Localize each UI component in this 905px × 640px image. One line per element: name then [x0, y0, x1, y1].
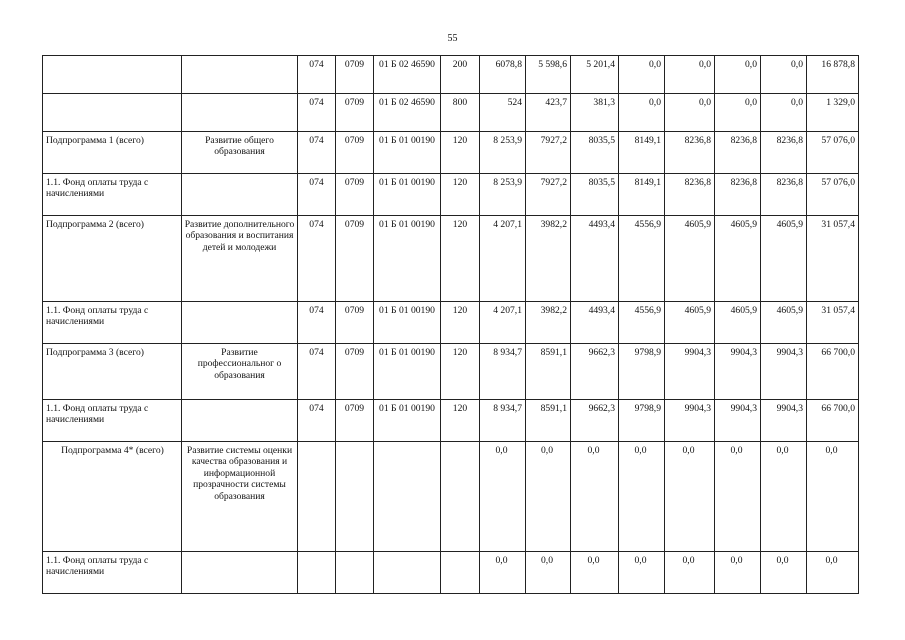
year-value-cell: 8591,1 — [526, 400, 571, 442]
total-value-cell: 66 700,0 — [807, 344, 859, 400]
year-value-cell: 0,0 — [665, 552, 715, 594]
row-description-cell — [182, 552, 298, 594]
total-value-cell: 57 076,0 — [807, 174, 859, 216]
year-value-cell: 0,0 — [761, 552, 807, 594]
year-value-cell: 0,0 — [761, 94, 807, 132]
year-value-cell: 8236,8 — [665, 132, 715, 174]
rzpr-code-cell: 0709 — [336, 56, 374, 94]
year-value-cell: 9798,9 — [619, 400, 665, 442]
row-name-cell — [43, 56, 182, 94]
total-value-cell: 16 878,8 — [807, 56, 859, 94]
grbs-code-cell: 074 — [298, 400, 336, 442]
table-row — [43, 174, 859, 216]
row-name-cell: 1.1. Фонд оплаты труда с начислениями — [43, 174, 182, 216]
year-value-cell: 0,0 — [761, 442, 807, 552]
year-value-cell: 0,0 — [619, 552, 665, 594]
year-value-cell: 4605,9 — [715, 302, 761, 344]
year-value-cell: 524 — [480, 94, 526, 132]
year-value-cell: 4493,4 — [571, 216, 619, 302]
year-value-cell: 9904,3 — [665, 400, 715, 442]
rzpr-code-cell: 0709 — [336, 132, 374, 174]
row-name-cell: 1.1. Фонд оплаты труда с начислениями — [43, 552, 182, 594]
table-row — [43, 552, 859, 594]
year-value-cell: 8035,5 — [571, 132, 619, 174]
year-value-cell: 5 598,6 — [526, 56, 571, 94]
vr-code-cell: 120 — [441, 132, 480, 174]
year-value-cell: 8 253,9 — [480, 132, 526, 174]
year-value-cell: 0,0 — [526, 552, 571, 594]
row-name-cell: 1.1. Фонд оплаты труда с начислениями — [43, 400, 182, 442]
vr-code-cell: 120 — [441, 344, 480, 400]
grbs-code-cell: 074 — [298, 344, 336, 400]
year-value-cell: 0,0 — [715, 552, 761, 594]
grbs-code-cell — [298, 442, 336, 552]
rzpr-code-cell: 0709 — [336, 174, 374, 216]
year-value-cell: 4493,4 — [571, 302, 619, 344]
table-body — [43, 56, 859, 594]
total-value-cell: 57 076,0 — [807, 132, 859, 174]
year-value-cell: 0,0 — [715, 442, 761, 552]
year-value-cell: 9904,3 — [665, 344, 715, 400]
row-description-cell — [182, 302, 298, 344]
vr-code-cell: 120 — [441, 216, 480, 302]
year-value-cell: 0,0 — [480, 552, 526, 594]
table-row — [43, 56, 859, 94]
year-value-cell: 4605,9 — [761, 216, 807, 302]
year-value-cell: 9798,9 — [619, 344, 665, 400]
year-value-cell: 8591,1 — [526, 344, 571, 400]
grbs-code-cell: 074 — [298, 216, 336, 302]
year-value-cell: 3982,2 — [526, 216, 571, 302]
year-value-cell: 8236,8 — [761, 174, 807, 216]
table-row — [43, 400, 859, 442]
csr-code-cell: 01 Б 01 00190 — [374, 400, 441, 442]
rzpr-code-cell — [336, 552, 374, 594]
csr-code-cell: 01 Б 01 00190 — [374, 132, 441, 174]
rzpr-code-cell: 0709 — [336, 94, 374, 132]
year-value-cell: 0,0 — [526, 442, 571, 552]
vr-code-cell: 800 — [441, 94, 480, 132]
year-value-cell: 5 201,4 — [571, 56, 619, 94]
vr-code-cell — [441, 552, 480, 594]
year-value-cell: 4 207,1 — [480, 216, 526, 302]
row-description-cell: Развитие системы оценки качества образования и информационной прозрачности системы образования — [182, 442, 298, 552]
year-value-cell: 0,0 — [665, 442, 715, 552]
year-value-cell: 9662,3 — [571, 400, 619, 442]
year-value-cell: 4 207,1 — [480, 302, 526, 344]
total-value-cell: 0,0 — [807, 442, 859, 552]
csr-code-cell: 01 Б 01 00190 — [374, 216, 441, 302]
total-value-cell: 31 057,4 — [807, 302, 859, 344]
year-value-cell: 0,0 — [715, 56, 761, 94]
year-value-cell: 4556,9 — [619, 216, 665, 302]
year-value-cell: 4605,9 — [665, 302, 715, 344]
year-value-cell: 0,0 — [571, 552, 619, 594]
year-value-cell: 4605,9 — [761, 302, 807, 344]
row-name-cell: Подпрограмма 4* (всего) — [43, 442, 182, 552]
row-description-cell: Развитие профессиональног о образования — [182, 344, 298, 400]
table-row — [43, 94, 859, 132]
csr-code-cell: 01 Б 01 00190 — [374, 344, 441, 400]
csr-code-cell: 01 Б 01 00190 — [374, 174, 441, 216]
year-value-cell: 0,0 — [665, 94, 715, 132]
year-value-cell: 9662,3 — [571, 344, 619, 400]
vr-code-cell: 120 — [441, 174, 480, 216]
year-value-cell: 0,0 — [665, 56, 715, 94]
row-description-cell — [182, 94, 298, 132]
row-name-cell: 1.1. Фонд оплаты труда с начислениями — [43, 302, 182, 344]
row-description-cell: Развитие дополнительного образования и воспитания детей и молодежи — [182, 216, 298, 302]
year-value-cell: 423,7 — [526, 94, 571, 132]
year-value-cell: 0,0 — [480, 442, 526, 552]
year-value-cell: 4605,9 — [665, 216, 715, 302]
csr-code-cell — [374, 552, 441, 594]
row-description-cell — [182, 400, 298, 442]
year-value-cell: 3982,2 — [526, 302, 571, 344]
vr-code-cell: 120 — [441, 400, 480, 442]
year-value-cell: 8035,5 — [571, 174, 619, 216]
grbs-code-cell: 074 — [298, 56, 336, 94]
year-value-cell: 9904,3 — [761, 400, 807, 442]
total-value-cell: 1 329,0 — [807, 94, 859, 132]
row-name-cell: Подпрограмма 2 (всего) — [43, 216, 182, 302]
year-value-cell: 7927,2 — [526, 174, 571, 216]
rzpr-code-cell: 0709 — [336, 302, 374, 344]
year-value-cell: 7927,2 — [526, 132, 571, 174]
year-value-cell: 4605,9 — [715, 216, 761, 302]
csr-code-cell: 01 Б 01 00190 — [374, 302, 441, 344]
year-value-cell: 8149,1 — [619, 132, 665, 174]
rzpr-code-cell: 0709 — [336, 216, 374, 302]
rzpr-code-cell: 0709 — [336, 344, 374, 400]
grbs-code-cell: 074 — [298, 94, 336, 132]
year-value-cell: 8 253,9 — [480, 174, 526, 216]
vr-code-cell: 200 — [441, 56, 480, 94]
year-value-cell: 0,0 — [715, 94, 761, 132]
year-value-cell: 8 934,7 — [480, 400, 526, 442]
budget-table — [42, 55, 859, 594]
row-description-cell — [182, 174, 298, 216]
year-value-cell: 0,0 — [571, 442, 619, 552]
csr-code-cell: 01 Б 02 46590 — [374, 94, 441, 132]
vr-code-cell: 120 — [441, 302, 480, 344]
grbs-code-cell: 074 — [298, 132, 336, 174]
year-value-cell: 0,0 — [619, 94, 665, 132]
year-value-cell: 0,0 — [761, 56, 807, 94]
rzpr-code-cell — [336, 442, 374, 552]
year-value-cell: 8236,8 — [761, 132, 807, 174]
table-row — [43, 302, 859, 344]
csr-code-cell: 01 Б 02 46590 — [374, 56, 441, 94]
page-number: 55 — [447, 33, 458, 44]
table-row — [43, 344, 859, 400]
year-value-cell: 6078,8 — [480, 56, 526, 94]
csr-code-cell — [374, 442, 441, 552]
total-value-cell: 31 057,4 — [807, 216, 859, 302]
year-value-cell: 9904,3 — [761, 344, 807, 400]
vr-code-cell — [441, 442, 480, 552]
year-value-cell: 8236,8 — [715, 174, 761, 216]
table-row — [43, 442, 859, 552]
year-value-cell: 9904,3 — [715, 344, 761, 400]
year-value-cell: 4556,9 — [619, 302, 665, 344]
row-name-cell — [43, 94, 182, 132]
total-value-cell: 66 700,0 — [807, 400, 859, 442]
row-description-cell — [182, 56, 298, 94]
year-value-cell: 381,3 — [571, 94, 619, 132]
row-name-cell: Подпрограмма 1 (всего) — [43, 132, 182, 174]
total-value-cell: 0,0 — [807, 552, 859, 594]
grbs-code-cell: 074 — [298, 174, 336, 216]
year-value-cell: 0,0 — [619, 442, 665, 552]
year-value-cell: 8236,8 — [665, 174, 715, 216]
year-value-cell: 9904,3 — [715, 400, 761, 442]
rzpr-code-cell: 0709 — [336, 400, 374, 442]
year-value-cell: 8149,1 — [619, 174, 665, 216]
grbs-code-cell: 074 — [298, 302, 336, 344]
table-row — [43, 216, 859, 302]
row-description-cell: Развитие общего образования — [182, 132, 298, 174]
year-value-cell: 8236,8 — [715, 132, 761, 174]
table-row — [43, 132, 859, 174]
year-value-cell: 8 934,7 — [480, 344, 526, 400]
grbs-code-cell — [298, 552, 336, 594]
year-value-cell: 0,0 — [619, 56, 665, 94]
row-name-cell: Подпрограмма 3 (всего) — [43, 344, 182, 400]
